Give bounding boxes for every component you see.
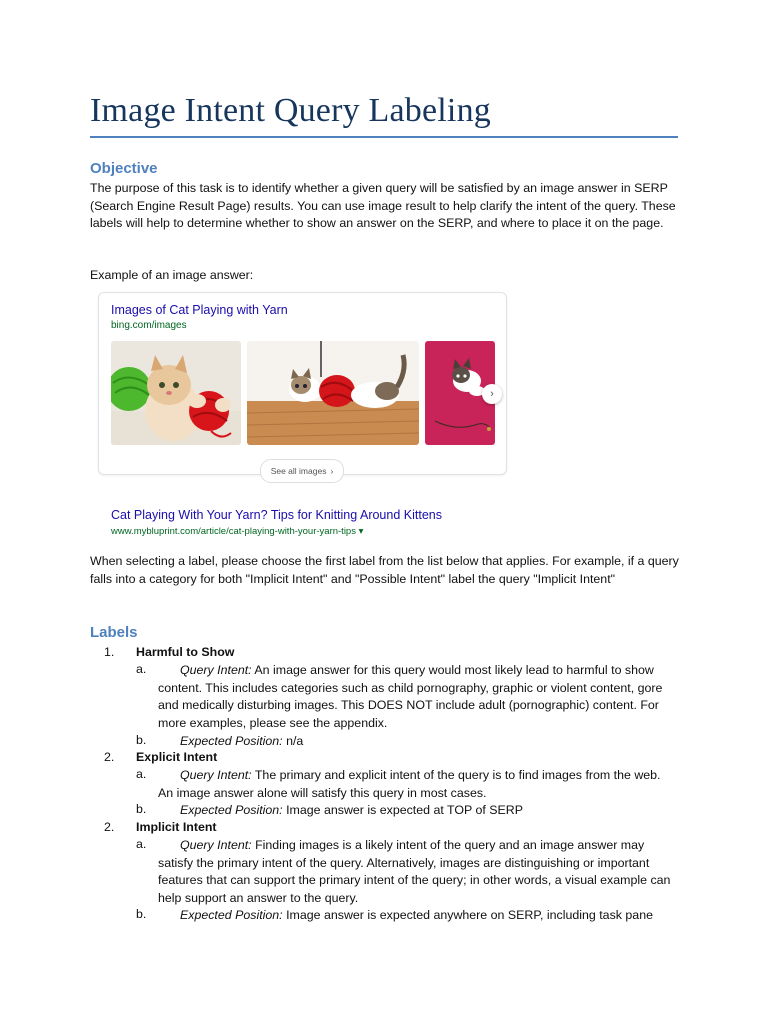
expected-position-label: Expected Position: xyxy=(180,803,283,817)
labels-heading: Labels xyxy=(90,624,138,641)
expected-position-label: Expected Position: xyxy=(180,908,283,922)
label-number: 2. xyxy=(104,750,115,764)
query-intent-text xyxy=(158,767,678,802)
sub-letter: a. xyxy=(136,662,147,676)
query-intent-body: The primary and explicit intent of the query is to find images from the web. An image answer alone will satisfy this query in most cases. xyxy=(158,768,661,800)
expected-position-body: n/a xyxy=(282,734,304,748)
label-number: 2. xyxy=(104,820,115,834)
sub-letter: a. xyxy=(136,767,147,781)
label-name: Implicit Intent xyxy=(136,820,217,834)
expected-position-text xyxy=(158,733,678,751)
expected-position-label: Expected Position: xyxy=(180,734,283,748)
kitten-green-yarn-image[interactable] xyxy=(111,341,241,445)
chevron-right-icon: › xyxy=(330,466,334,476)
example-intro: Example of an image answer: xyxy=(90,268,254,282)
see-all-images-button[interactable] xyxy=(260,459,344,483)
next-images-button[interactable] xyxy=(482,384,502,404)
image-answer-title[interactable]: Images of Cat Playing with Yarn xyxy=(111,303,288,317)
sub-letter: a. xyxy=(136,837,147,851)
label-name: Explicit Intent xyxy=(136,750,218,764)
selection-note: When selecting a label, please choose the first label from the list below that applies. For example, if a query falls into a category for both "Implicit Intent" and "Possible Intent" label the query "Implicit Intent" xyxy=(90,554,679,586)
label-name: Harmful to Show xyxy=(136,645,235,659)
query-intent-text xyxy=(158,662,678,732)
objective-heading: Objective xyxy=(90,160,158,177)
query-intent-label: Query Intent: xyxy=(180,663,252,677)
expected-position-text xyxy=(158,802,678,820)
chevron-right-icon: › xyxy=(490,388,494,400)
objective-paragraph: The purpose of this task is to identify whether a given query will be satisfied by an image answer in SERP (Search Engine Result Page) results. You can use image result to help clarify the intent of the query. These labels will help to determine whether to show an answer on the SERP, and where to place it on the page. xyxy=(90,181,676,230)
expected-position-body: Image answer is expected at TOP of SERP xyxy=(282,803,524,817)
query-intent-body: An image answer for this query would most likely lead to harmful to show content. This includes categories such as child pornography, graphic or violent content, gore and medically disturbing images. This DOES NOT include adult (pornographic) content. For more examples, please see the appendix. xyxy=(158,663,663,730)
expected-position-text xyxy=(158,907,678,925)
kitten-red-yarn-floor-image[interactable] xyxy=(247,341,419,445)
query-intent-label: Query Intent: xyxy=(180,838,252,852)
query-intent-label: Query Intent: xyxy=(180,768,252,782)
web-result-title[interactable]: Cat Playing With Your Yarn? Tips for Knitting Around Kittens xyxy=(111,508,442,522)
title-underline xyxy=(90,136,678,138)
query-intent-text xyxy=(158,837,678,907)
expected-position-body: Image answer is expected anywhere on SERP, including task pane xyxy=(282,908,653,922)
see-all-images-label: See all images xyxy=(270,466,327,476)
label-number: 1. xyxy=(104,645,115,659)
sub-letter: b. xyxy=(136,907,147,921)
query-intent-body: Finding images is a likely intent of the query and an image answer may satisfy the primary intent of the query. Alternatively, images are distinguishing or important features that can support the primary intent of the query; in other words, a visual example can help support an answer to the query. xyxy=(158,838,671,905)
page-title: Image Intent Query Labeling xyxy=(90,92,491,129)
sub-letter: b. xyxy=(136,733,147,747)
web-result-url: www.mybluprint.com/article/cat-playing-with-your-yarn-tips ▾ xyxy=(111,526,364,537)
image-answer-url: bing.com/images xyxy=(111,320,187,331)
sub-letter: b. xyxy=(136,802,147,816)
image-answer-card xyxy=(98,292,507,475)
